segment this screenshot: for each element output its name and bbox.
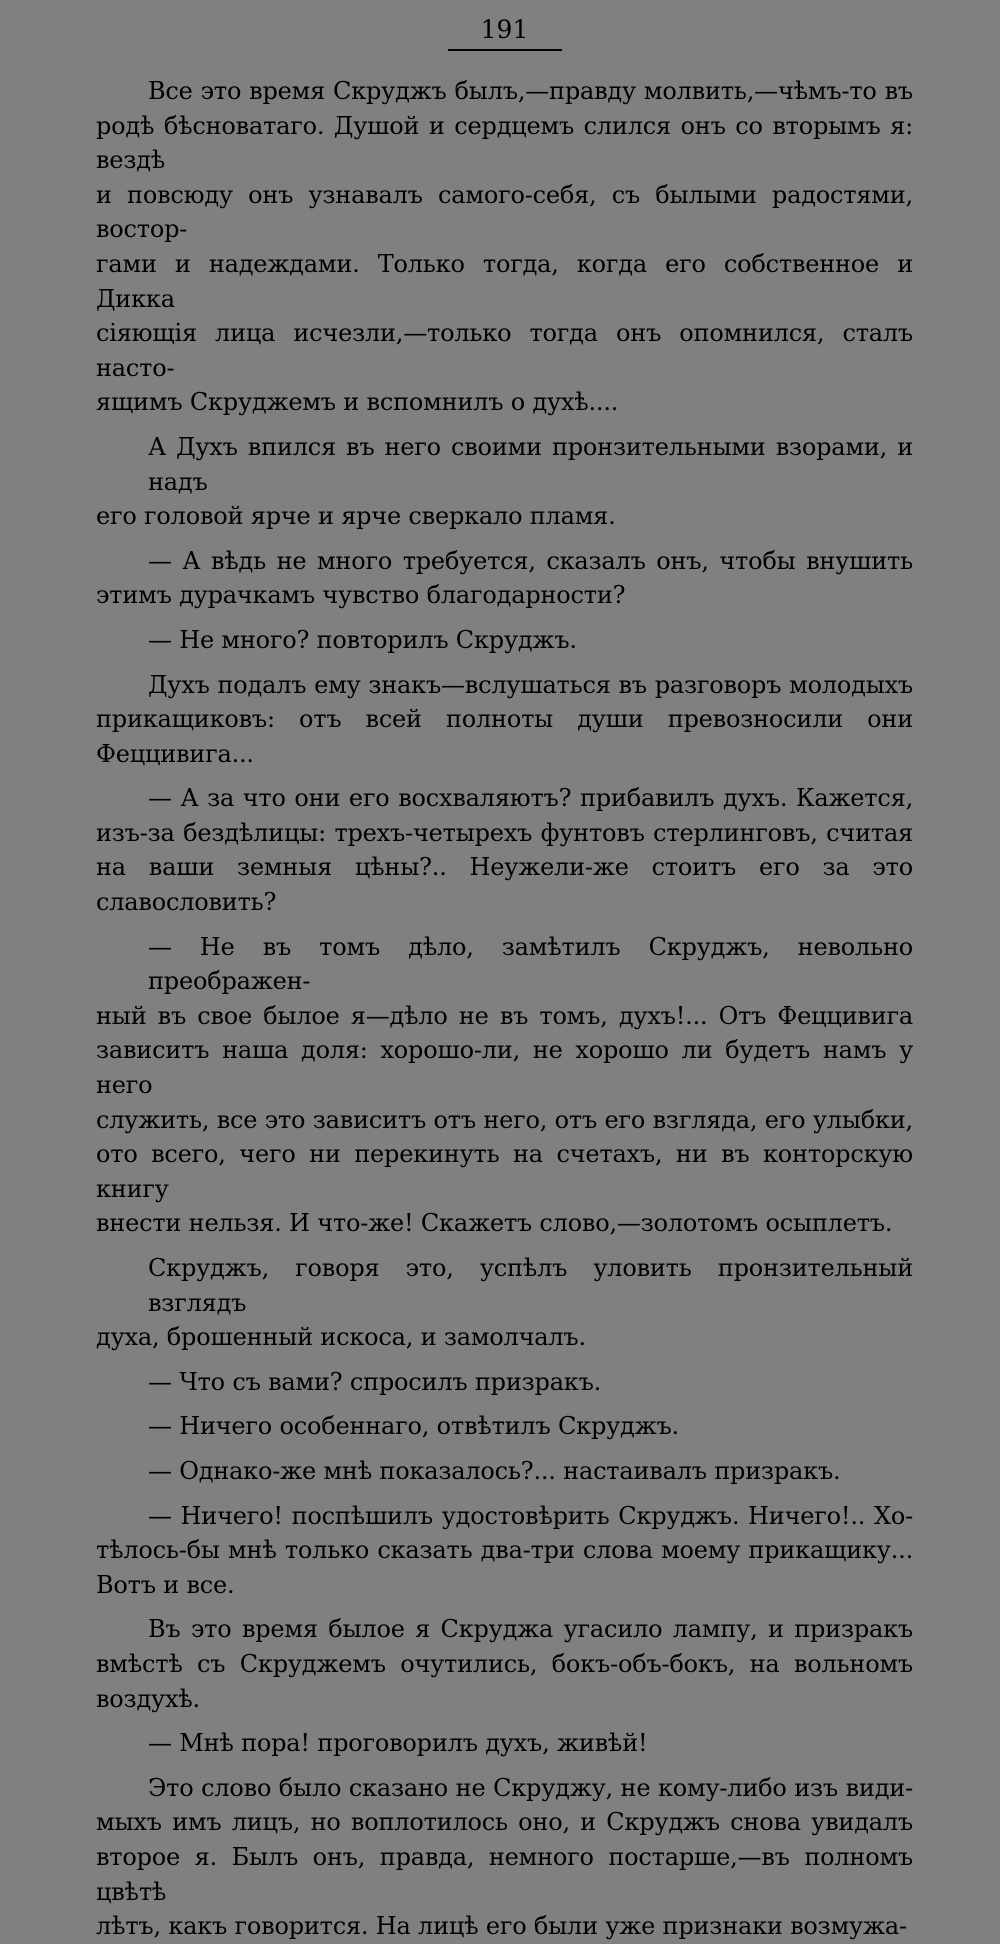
paragraph xyxy=(96,430,913,534)
text-line: — Ничего особеннаго, отвѣтилъ Скруджъ. xyxy=(148,1412,679,1441)
text-line: его головой ярче и ярче сверкало пламя. xyxy=(96,502,616,531)
text-line: вмѣстѣ съ Скруджемъ очутились, бокъ-объ-бокъ, на вольномъ воздухѣ. xyxy=(96,1649,913,1713)
text-line: и повсюду онъ узнавалъ самого-себя, съ былыми радостями, востор- xyxy=(96,180,913,244)
text-line: Это слово было сказано не Скруджу, не кому-либо изъ види- xyxy=(148,1773,913,1802)
page-text xyxy=(96,74,913,1944)
text-line: Все это время Скруджъ былъ,—правду молвить,—чѣмъ-то въ xyxy=(148,77,913,105)
text-line: Вотъ и все. xyxy=(96,1570,235,1599)
paragraph xyxy=(96,544,913,613)
paragraph xyxy=(96,668,913,772)
text-line: служить, все это зависитъ отъ него, отъ его взгляда, его улыбки, xyxy=(96,1105,913,1134)
paragraph xyxy=(96,1726,913,1761)
text-line: — Мнѣ пора! проговорилъ духъ, живѣй! xyxy=(148,1729,648,1758)
text-line: Въ это время былое я Скруджа угасило лампу, и призракъ xyxy=(148,1615,913,1644)
text-line: зависитъ наша доля: хорошо-ли, не хорошо ли будетъ намъ у него xyxy=(96,1036,913,1100)
paragraph xyxy=(96,1612,913,1716)
paragraph xyxy=(96,74,913,420)
text-line: — А вѣдь не много требуется, сказалъ онъ, чтобы внушить xyxy=(148,546,913,575)
text-line: второе я. Былъ онъ, правда, немного постарше,—въ полномъ цвѣтѣ xyxy=(96,1842,913,1906)
text-line: Духъ подалъ ему знакъ—вслушаться въ разговоръ молодыхъ xyxy=(148,670,913,699)
text-line: мыхъ имъ лицъ, но воплотилось оно, и Скруджъ снова увидалъ xyxy=(96,1808,913,1837)
text-line: внести нельзя. И что-же! Скажетъ слово,—золотомъ осыплетъ. xyxy=(96,1209,893,1238)
text-line: лѣтъ, какъ говорится. На лицѣ его были уже признаки возмужа- xyxy=(96,1912,907,1941)
paragraph xyxy=(96,1409,913,1444)
text-line: А Духъ впился въ него своими пронзительными взорами, и надъ xyxy=(148,432,913,496)
paragraph xyxy=(96,1499,913,1603)
text-line: ный въ свое былое я—дѣло не въ томъ, духъ!... Отъ Феццивига xyxy=(96,1001,913,1030)
paragraph xyxy=(96,1771,913,1944)
text-line: этимъ дурачкамъ чувство благодарности? xyxy=(96,581,626,610)
text-line: изъ-за бездѣлицы: трехъ-четырехъ фунтовъ стерлинговъ, считая xyxy=(96,818,913,847)
book-page xyxy=(96,12,913,1941)
text-line: гами и надеждами. Только тогда, когда его собственное и Дикка xyxy=(96,249,913,313)
paragraph xyxy=(96,1365,913,1400)
page-number: 191 xyxy=(96,12,913,48)
paragraph xyxy=(96,1454,913,1489)
paragraph xyxy=(96,1251,913,1355)
text-line: тѣлось-бы мнѣ только сказать два-три слова моему прикащику... xyxy=(96,1536,913,1565)
text-line: Скруджъ, говоря это, успѣлъ уловить пронзительный взглядъ xyxy=(148,1254,913,1317)
text-line: — Не много? повторилъ Скруджъ. xyxy=(148,625,577,654)
text-line: сіяющія лица исчезли,—только тогда онъ опомнился, сталъ насто- xyxy=(96,319,913,382)
text-line: — Не въ томъ дѣло, замѣтилъ Скруджъ, невольно преображен- xyxy=(148,932,913,996)
paragraph xyxy=(96,930,913,1241)
text-line: — Что съ вами? спросилъ призракъ. xyxy=(148,1367,602,1396)
text-line: — Однако-же мнѣ показалось?... настаивалъ призракъ. xyxy=(148,1456,841,1485)
paragraph xyxy=(96,781,913,919)
text-line: — Ничего! поспѣшилъ удостовѣрить Скруджъ. Ничего!.. Хо- xyxy=(148,1501,913,1530)
text-line: ящимъ Скруджемъ и вспомнилъ о духѣ.... xyxy=(96,388,619,417)
text-line: родѣ бѣсноватаго. Душой и сердцемъ слился онъ со вторымъ я: вездѣ xyxy=(96,111,913,175)
text-line: духа, брошенный искоса, и замолчалъ. xyxy=(96,1323,586,1352)
text-line: ото всего, чего ни перекинуть на счетахъ, ни въ конторскую книгу xyxy=(96,1140,913,1203)
text-line: — А за что они его восхваляютъ? прибавилъ духъ. Кажется, xyxy=(148,784,913,813)
text-line: на ваши земныя цѣны?.. Неужели-же стоитъ его за это славословить? xyxy=(96,853,913,917)
paragraph xyxy=(96,623,913,658)
text-line: прикащиковъ: отъ всей полноты души превозносили они Феццивига... xyxy=(96,705,913,768)
